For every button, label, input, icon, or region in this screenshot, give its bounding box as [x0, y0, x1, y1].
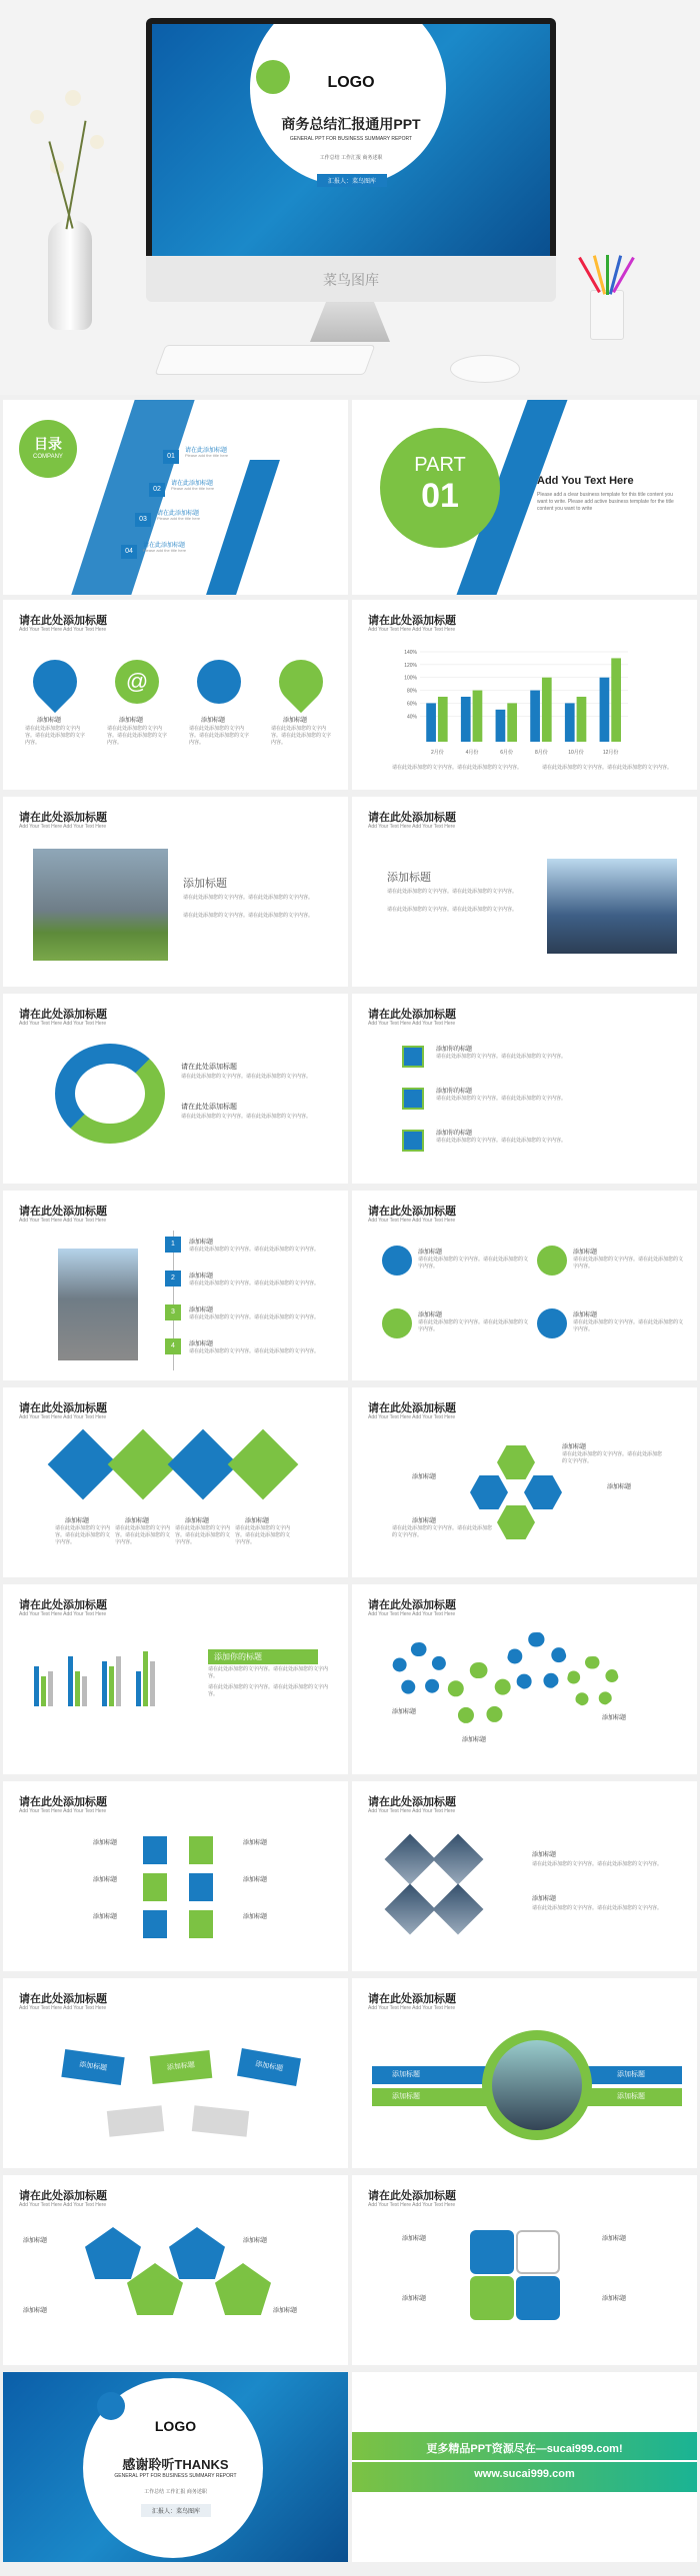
thanks-green-dot [97, 2392, 125, 2420]
hero-logo: LOGO [327, 74, 375, 91]
bar [542, 678, 552, 742]
hanging-sign [61, 2049, 124, 2085]
slide-subtitle: Add Your Text Here Add Your Text Here [368, 1808, 456, 1814]
hanging-sign [107, 2105, 164, 2137]
part-number: 01 [421, 477, 459, 515]
section-heading: 添加标题 [532, 1896, 557, 1902]
section-heading: 请在此处添加标题 [181, 1064, 237, 1071]
toc-item[interactable] [149, 478, 215, 497]
tab-block [189, 1836, 213, 1864]
part-body: Please add a clear business template for this title content you want to write. Please add active business template for the title content you want to write [537, 492, 674, 512]
section-body: 请在此处添加您的文字内容。请在此处添加您的文字内容。 [387, 907, 518, 913]
slide-subtitle: Add Your Text Here Add Your Text Here [368, 1414, 456, 1420]
slide-title: 请在此处添加标题 [368, 2190, 456, 2202]
timeline-body: 请在此处添加您的文字内容。请在此处添加您的文字内容。 [189, 1314, 320, 1320]
slide-subtitle: Add Your Text Here Add Your Text Here [368, 1218, 456, 1224]
y-tick-label: 140% [404, 650, 417, 656]
section-body: 请在此处添加您的文字内容。请在此处添加您的文字内容。 [387, 889, 518, 895]
slide-subtitle: Add Your Text Here Add Your Text Here [368, 1021, 456, 1027]
point-body: 请在此处添加您的文字内容。请在此处添加您的文字内容。 [573, 1319, 684, 1332]
y-tick-label: 40% [406, 714, 417, 721]
timeline-slide [3, 1191, 348, 1380]
tab-label: 添加标题 [93, 1840, 118, 1846]
toc-num: 01 [163, 450, 179, 464]
hanging-sign [192, 2105, 249, 2137]
section-heading: 添加标题 [183, 878, 227, 890]
mouse [450, 355, 520, 383]
pentagon-label: 添加标题 [23, 2308, 48, 2314]
section-body: 请在此处添加您的文字内容。请在此处添加您的文字内容。 [181, 1074, 312, 1080]
toc-sublabel: Please add the title here [171, 486, 215, 491]
slide-title: 请在此处添加标题 [368, 1993, 456, 2005]
point-icon [382, 1246, 412, 1276]
promo-divider [352, 2460, 697, 2462]
photo-diamond [433, 1884, 484, 1935]
highlight-body: 请在此处添加您的文字内容。请在此处添加您的文字内容。 [208, 1684, 329, 1697]
list-icon [402, 1046, 424, 1068]
drop-icon-1 [24, 651, 86, 713]
pentagon-label: 添加标题 [243, 2238, 268, 2244]
gear-icon [567, 1656, 619, 1708]
hexagon [524, 1475, 562, 1509]
toc-sublabel: Please add the title here [157, 516, 201, 521]
timeline-body: 请在此处添加您的文字内容。请在此处添加您的文字内容。 [189, 1281, 320, 1287]
bar [426, 703, 436, 742]
slide-title: 请在此处添加标题 [19, 812, 107, 824]
hero-section [0, 0, 700, 395]
tab-label: 添加标题 [243, 1840, 268, 1846]
icon-desc: 请在此处添加您的文字内容。请在此处添加您的文字内容。 [189, 726, 250, 746]
hex-body: 请在此处添加您的文字内容。请在此处添加您的文字内容。 [562, 1451, 663, 1464]
list-body: 请在此处添加您的文字内容。请在此处添加您的文字内容。 [436, 1096, 567, 1102]
slide-title: 请在此处添加标题 [368, 1206, 456, 1218]
slide-title: 请在此处添加标题 [19, 2190, 107, 2202]
mini-bars-slide [3, 1584, 348, 1774]
tab-block [143, 1873, 167, 1901]
diamond-body: 请在此处添加您的文字内容。请在此处添加您的文字内容。 [175, 1525, 231, 1545]
slide-subtitle: Add Your Text Here Add Your Text Here [19, 627, 107, 633]
x-tick-label: 2月份 [430, 750, 444, 756]
diamond-body: 请在此处添加您的文字内容。请在此处添加您的文字内容。 [55, 1525, 111, 1545]
text-photo-slide [352, 797, 697, 987]
point-title: 添加标题 [418, 1250, 443, 1256]
timeline-title: 添加标题 [189, 1240, 214, 1246]
slide-subtitle: Add Your Text Here Add Your Text Here [19, 2005, 107, 2011]
banner-circle [482, 2030, 592, 2140]
section-heading: 添加标题 [532, 1852, 557, 1858]
banner-circle-slide [352, 1978, 697, 2168]
promo-line2[interactable]: www.sucai999.com [474, 2468, 575, 2480]
puzzle-label: 添加标题 [402, 2236, 427, 2242]
monitor-screen [152, 24, 550, 256]
part-heading: Add You Text Here [537, 475, 634, 487]
point-title: 添加标题 [573, 1312, 598, 1318]
promo-slide [352, 2372, 697, 2562]
pentagon-slide [3, 2175, 348, 2365]
point-body: 请在此处添加您的文字内容。请在此处添加您的文字内容。 [418, 1319, 529, 1332]
gear-label: 添加标题 [392, 1709, 417, 1715]
y-tick-label: 60% [406, 701, 417, 708]
pentagon [127, 2263, 183, 2315]
hero-subtitle: GENERAL PPT FOR BUSINESS SUMMARY REPORT [289, 136, 413, 142]
timeline-marker: 2 [165, 1271, 181, 1287]
hex-label: 添加标题 [607, 1484, 632, 1490]
x-tick-label: 12月份 [602, 750, 619, 756]
bar [530, 691, 540, 742]
slide-title: 请在此处添加标题 [19, 1206, 107, 1218]
toc-num: 03 [135, 513, 151, 527]
slide-title: 请在此处添加标题 [368, 812, 456, 824]
slide-subtitle: Add Your Text Here Add Your Text Here [368, 1611, 456, 1617]
slide-title: 请在此处添加标题 [368, 1009, 456, 1021]
icon-label: 添加标题 [283, 718, 308, 724]
tab-block [143, 1910, 167, 1938]
toc-circle [19, 420, 77, 478]
section-heading: 添加标题 [387, 872, 431, 884]
puzzle-piece [516, 2230, 560, 2274]
point-title: 添加标题 [418, 1312, 443, 1318]
puzzle-piece [470, 2276, 514, 2320]
section-heading: 请在此处添加标题 [181, 1104, 237, 1111]
photo-diamond [385, 1884, 436, 1935]
gear-label: 添加标题 [602, 1715, 627, 1721]
hero-brand: 菜鸟图库 [323, 272, 379, 288]
toc-item[interactable] [121, 540, 187, 559]
gear-icon [447, 1662, 512, 1727]
toc-label: 请在此添加标题 [185, 448, 228, 454]
tab-block [143, 1836, 167, 1864]
slide-subtitle: Add Your Text Here Add Your Text Here [19, 1414, 107, 1420]
pentagon-label: 添加标题 [23, 2238, 48, 2244]
part-circle [380, 428, 500, 548]
icon-label: 添加标题 [201, 718, 226, 724]
puzzle-label: 添加标题 [602, 2236, 627, 2242]
highlight-title: 添加你的标题 [208, 1649, 318, 1664]
toc-title: 目录 [34, 436, 62, 452]
timeline-photo [58, 1249, 138, 1360]
gear-label: 添加标题 [462, 1737, 487, 1743]
thanks-title: 感谢聆听THANKS [122, 2457, 229, 2472]
toc-label: 请在此添加标题 [143, 543, 186, 549]
point-body: 请在此处添加您的文字内容。请在此处添加您的文字内容。 [573, 1257, 684, 1270]
toc-label: 请在此添加标题 [171, 481, 214, 487]
building-photo [33, 849, 168, 961]
slide-title: 请在此处添加标题 [19, 1599, 107, 1611]
list-title: 添加你的标题 [436, 1089, 473, 1095]
slide-subtitle: Add Your Text Here Add Your Text Here [19, 824, 107, 830]
tab-block [189, 1910, 213, 1938]
toc-label: 请在此添加标题 [157, 511, 200, 517]
puzzle-piece [516, 2276, 560, 2320]
bookmark-slide [3, 1781, 348, 1971]
puzzle-label: 添加标题 [402, 2296, 427, 2302]
x-tick-label: 10月份 [568, 750, 584, 756]
icon-desc: 请在此处添加您的文字内容。请在此处添加您的文字内容。 [271, 726, 332, 746]
point-body: 请在此处添加您的文字内容。请在此处添加您的文字内容。 [418, 1257, 529, 1270]
list-icon [402, 1088, 424, 1110]
drop-icon-2: @ [115, 660, 159, 704]
vase-decoration [48, 220, 92, 330]
pentagon-label: 添加标题 [273, 2308, 298, 2314]
timeline-marker: 3 [165, 1304, 181, 1320]
tab-block [189, 1873, 213, 1901]
tab-label: 添加标题 [243, 1914, 268, 1920]
toc-diagonal-blue [71, 400, 194, 595]
bar [600, 678, 610, 742]
thanks-meta: 工作总结 工作汇报 商务述职 [144, 2489, 207, 2495]
point-icon [537, 1308, 567, 1338]
sign-text: 添加标题 [78, 2061, 108, 2072]
point-icon [382, 1308, 412, 1338]
bar [461, 697, 471, 742]
part-slide [352, 400, 697, 595]
diamond-body: 请在此处添加您的文字内容。请在此处添加您的文字内容。 [235, 1525, 291, 1545]
diamond-label: 添加标题 [245, 1518, 270, 1524]
hex-label: 添加标题 [562, 1444, 587, 1450]
chart-desc: 请在此处添加您的文字内容。请在此处添加您的文字内容。 [392, 765, 523, 771]
y-tick-label: 120% [404, 662, 417, 669]
section-body: 请在此处添加您的文字内容。请在此处添加您的文字内容。 [532, 1861, 663, 1867]
toc-diagonal-blue2 [206, 460, 280, 595]
list-title: 添加你的标题 [436, 1047, 473, 1053]
slide-subtitle: Add Your Text Here Add Your Text Here [19, 1808, 107, 1814]
section-body: 请在此处添加您的文字内容。请在此处添加您的文字内容。 [183, 895, 314, 901]
banner-text: 添加标题 [617, 2093, 645, 2100]
monitor-stand [310, 302, 390, 342]
photo-text-slide [3, 797, 348, 987]
toc-item[interactable] [163, 445, 229, 464]
banner-text: 添加标题 [392, 2093, 420, 2100]
list-body: 请在此处添加您的文字内容。请在此处添加您的文字内容。 [436, 1138, 567, 1144]
x-tick-label: 4月份 [465, 750, 479, 756]
icon-list-slide [352, 994, 697, 1184]
chart-desc: 请在此处添加您的文字内容。请在此处添加您的文字内容。 [542, 765, 673, 771]
timeline-title: 添加标题 [189, 1274, 214, 1280]
hanging-sign [237, 2048, 301, 2086]
slide-subtitle: Add Your Text Here Add Your Text Here [19, 1611, 107, 1617]
pentagon [215, 2263, 271, 2315]
diamond-label: 添加标题 [125, 1518, 150, 1524]
four-point-slide [352, 1191, 697, 1380]
part-label: PART [414, 454, 466, 476]
timeline-title: 添加标题 [189, 1307, 214, 1313]
bar [611, 658, 621, 742]
pencil-cup [590, 290, 624, 340]
x-tick-label: 6月份 [500, 750, 514, 756]
pentagon [169, 2227, 225, 2279]
icon-label: 添加标题 [119, 718, 144, 724]
bar [473, 691, 483, 742]
section-body: 请在此处添加您的文字内容。请在此处添加您的文字内容。 [181, 1114, 312, 1120]
slide-title: 请在此处添加标题 [19, 1993, 107, 2005]
slide-subtitle: Add Your Text Here Add Your Text Here [368, 2005, 456, 2011]
highlight-body: 请在此处添加您的文字内容。请在此处添加您的文字内容。 [208, 1666, 329, 1679]
bar [496, 710, 506, 742]
slide-title: 请在此处添加标题 [19, 615, 107, 627]
pencils [582, 255, 632, 295]
gear-icon [392, 1642, 447, 1697]
photo-diamond-slide [352, 1781, 697, 1971]
puzzle-slide [352, 2175, 697, 2365]
slide-title: 请在此处添加标题 [19, 1009, 107, 1021]
promo-line1[interactable]: 更多精品PPT资源尽在—sucai999.com! [426, 2443, 623, 2455]
timeline-marker: 1 [165, 1237, 181, 1253]
mini-bar-chart [28, 1646, 158, 1706]
tab-label: 添加标题 [93, 1877, 118, 1883]
list-icon [402, 1130, 424, 1152]
slide-title: 请在此处添加标题 [19, 1796, 107, 1808]
toc-sub: COMPANY [33, 454, 63, 460]
photo-diamond [433, 1834, 484, 1885]
section-body: 请在此处添加您的文字内容。请在此处添加您的文字内容。 [532, 1905, 663, 1911]
slide-title: 请在此处添加标题 [368, 615, 456, 627]
sign-text: 添加标题 [254, 2060, 284, 2073]
diamond [228, 1429, 299, 1500]
point-icon [537, 1246, 567, 1276]
sign-text: 添加标题 [166, 2061, 196, 2072]
icon-label: 添加标题 [37, 718, 62, 724]
bar [565, 703, 575, 742]
icon-desc: 请在此处添加您的文字内容。请在此处添加您的文字内容。 [107, 726, 168, 746]
hero-title: 商务总结汇报通用PPT [281, 116, 421, 132]
slide-subtitle: Add Your Text Here Add Your Text Here [19, 2202, 107, 2208]
keyboard [155, 345, 376, 375]
bar-chart [392, 648, 632, 758]
thanks-logo: LOGO [154, 2418, 197, 2434]
timeline-body: 请在此处添加您的文字内容。请在此处添加您的文字内容。 [189, 1348, 320, 1354]
gear-icon [507, 1632, 567, 1692]
y-tick-label: 80% [406, 688, 417, 695]
diamond-label: 添加标题 [65, 1518, 90, 1524]
puzzle-piece [470, 2230, 514, 2274]
hex-cycle [55, 1044, 165, 1144]
hanging-sign [150, 2050, 213, 2084]
diamond-body: 请在此处添加您的文字内容。请在此处添加您的文字内容。 [115, 1525, 171, 1545]
thanks-slide [3, 2372, 348, 2562]
slide-subtitle: Add Your Text Here Add Your Text Here [19, 1021, 107, 1027]
hero-reporter: 汇报人：菜鸟图库 [317, 174, 387, 187]
pentagon [85, 2227, 141, 2279]
tab-label: 添加标题 [93, 1914, 118, 1920]
slide-title: 请在此处添加标题 [368, 1796, 456, 1808]
x-tick-label: 8月份 [534, 750, 548, 756]
slide-subtitle: Add Your Text Here Add Your Text Here [368, 2202, 456, 2208]
tab-label: 添加标题 [243, 1877, 268, 1883]
list-title: 添加你的标题 [436, 1131, 473, 1137]
timeline-marker: 4 [165, 1338, 181, 1354]
chart-slide [352, 600, 697, 790]
hero-circle [250, 24, 446, 186]
banner-text: 添加标题 [392, 2071, 420, 2078]
slide-subtitle: Add Your Text Here Add Your Text Here [368, 824, 456, 830]
slide-subtitle: Add Your Text Here Add Your Text Here [19, 1218, 107, 1224]
hex-label: 添加标题 [412, 1474, 437, 1480]
slide-title: 请在此处添加标题 [19, 1402, 107, 1414]
hero-meta: 工作总结 工作汇报 商务述职 [319, 155, 383, 161]
slide-title: 请在此处添加标题 [368, 1599, 456, 1611]
toc-item[interactable] [135, 508, 201, 527]
toc-sublabel: Please add the title here [185, 453, 229, 458]
hexagon [497, 1445, 535, 1479]
toc-slide [3, 400, 348, 595]
y-tick-label: 100% [404, 675, 417, 682]
drop-icon-3 [197, 660, 241, 704]
timeline-body: 请在此处添加您的文字内容。请在此处添加您的文字内容。 [189, 1247, 320, 1253]
puzzle-label: 添加标题 [602, 2296, 627, 2302]
banner-text: 添加标题 [617, 2071, 645, 2078]
cycle-slide [3, 994, 348, 1184]
flowers-decoration [20, 80, 130, 230]
hexagon [470, 1475, 508, 1509]
thanks-reporter: 汇报人：菜鸟图库 [141, 2504, 211, 2517]
bar [507, 703, 517, 742]
bar [438, 697, 448, 742]
hexagon [497, 1505, 535, 1539]
toc-num: 04 [121, 545, 137, 559]
photo-diamond [385, 1834, 436, 1885]
hex-label: 添加标题 [412, 1518, 437, 1524]
slide-subtitle: Add Your Text Here Add Your Text Here [368, 627, 456, 633]
thanks-subtitle: GENERAL PPT FOR BUSINESS SUMMARY REPORT [114, 2473, 237, 2479]
diamond-label: 添加标题 [185, 1518, 210, 1524]
tower-photo [547, 859, 677, 954]
toc-num: 02 [149, 483, 165, 497]
icons-slide [3, 600, 348, 790]
gears-slide [352, 1584, 697, 1774]
hanging-signs-slide [3, 1978, 348, 2168]
drop-icon-4 [270, 651, 332, 713]
diamond-slide [3, 1387, 348, 1577]
section-body: 请在此处添加您的文字内容。请在此处添加您的文字内容。 [183, 913, 314, 919]
point-title: 添加标题 [573, 1250, 598, 1256]
slide-title: 请在此处添加标题 [368, 1402, 456, 1414]
icon-desc: 请在此处添加您的文字内容。请在此处添加您的文字内容。 [25, 726, 86, 746]
hexagon-slide [352, 1387, 697, 1577]
bar [577, 697, 587, 742]
hex-body: 请在此处添加您的文字内容。请在此处添加您的文字内容。 [392, 1525, 493, 1538]
timeline-title: 添加标题 [189, 1341, 214, 1347]
toc-sublabel: Please add the title here [143, 548, 187, 553]
list-body: 请在此处添加您的文字内容。请在此处添加您的文字内容。 [436, 1054, 567, 1060]
